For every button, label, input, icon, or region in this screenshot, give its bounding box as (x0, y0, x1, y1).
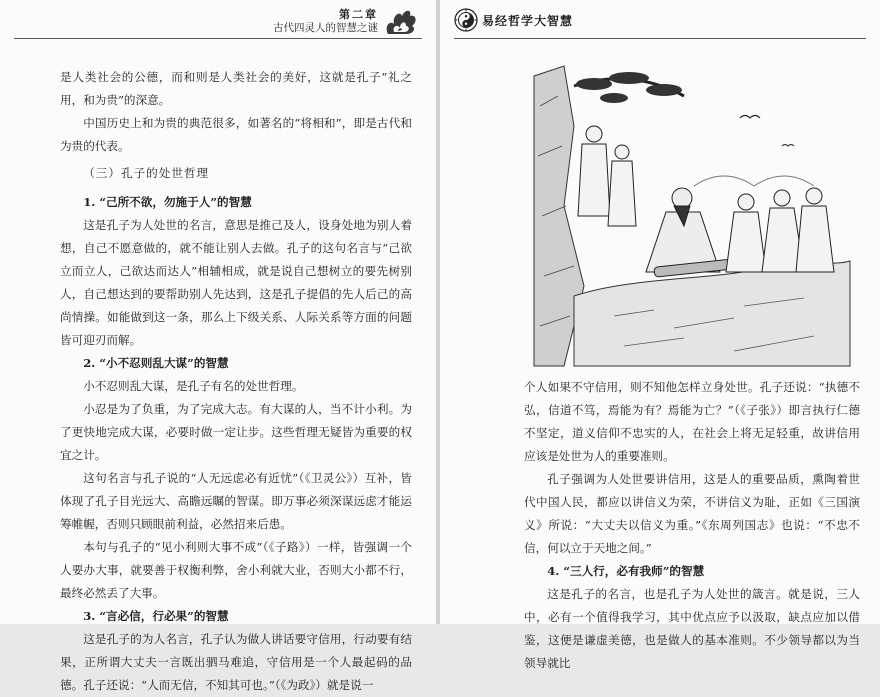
right-page (440, 0, 880, 670)
paragraph: 小忍是为了负重，为了完成大志。有大谋的人，当不计小利。为了更快地完成大谋，必要时做一定让步。这些哲理无疑皆为重要的权宜之计。 (60, 402, 412, 462)
chapter-label: 第二章 (339, 8, 378, 21)
confucius-zither-illustration (534, 66, 850, 366)
paragraph: 这是孔子的为人名言，孔子认为做人讲话要守信用，行动要有结果，正所谓大丈夫一言既出驷马难追，守信用是一个人最起码的品德。孔子还说：“人而无信，不知其可也。”（《为政》）就是说一 (60, 632, 412, 692)
paragraph: 这句名言与孔子说的“人无远虑必有近忧”（《卫灵公》）互补，皆体现了孔子目光远大、高瞻远瞩的智谋。即万事必须深谋远虑才能运筹帷幄，否则只顾眼前利益，必然招来后患。 (60, 471, 412, 531)
subsection-heading: 4. “三人行，必有我师”的智慧 (547, 564, 705, 578)
left-page (0, 0, 436, 692)
flame-ornament-icon (380, 6, 420, 36)
paragraph: 个人如果不守信用，则不知他怎样立身处世。孔子还说：“执德不弘，信道不笃，焉能为有？焉能为亡？”（《子张》）即言执行仁德不坚定，道义信仰不忠实的人，在社会上将无足轻重，故讲信用应该是处世为人的重要准则。 (524, 380, 860, 463)
chapter-subtitle: 古代四灵人的智慧之谜 (273, 22, 378, 34)
paragraph: 中国历史上和为贵的典范很多，如著名的“将相和”，即是古代和为贵的代表。 (60, 116, 412, 153)
left-page-body (60, 66, 412, 697)
paragraph: 是人类社会的公德，而和则是人类社会的美好，这就是孔子“礼之用，和为贵”的深意。 (60, 70, 412, 107)
subsection-heading: 1. “己所不欲，勿施于人”的智慧 (83, 195, 252, 209)
paragraph: 这是孔子的名言，也是孔子为人处世的箴言。就是说，三人中，必有一个值得我学习，其中优点应予以汲取，缺点应加以借鉴，这便是谦虚美德，也是做人的基本准则。不少领导都以为当领导就比 (524, 587, 860, 670)
paragraph: 这是孔子为人处世的名言，意思是推己及人，设身处地为别人着想，自己不愿意做的，就不能让别人去做。孔子的这句名言与“己欲立而立人，己欲达而达人”相辅相成，就是说自己想树立的要先树别人，自己想达到的要帮助别人先达到，这是孔子提倡的先人后己的高尚情操。如能做到这一条，那么上下级关系、人际关系等方面的问题皆可迎刃而解。 (60, 218, 412, 347)
header-rule (454, 38, 866, 39)
paragraph: 小不忍则乱大谋，是孔子有名的处世哲理。 (83, 379, 304, 393)
paragraph: 本句与孔子的“见小利则大事不成”（《子路》）一样，皆强调一个人要办大事，就要善于权衡利弊，舍小利就大业，否则大小都不行，最终必然丢了大事。 (60, 540, 412, 600)
left-page-header (232, 6, 422, 36)
header-rule (14, 38, 422, 39)
paragraph: 孔子强调为人处世要讲信用，这是人的重要品质，熏陶着世代中国人民，都应以讲信义为荣，不讲信义为耻，正如《三国演义》所说：“大丈夫以信义为重。”《东周列国志》也说：“不忠不信，何以立于天地之间。” (524, 472, 860, 555)
section-heading: （三）孔子的处世哲理 (83, 166, 210, 180)
taiji-logo-icon (454, 8, 478, 32)
book-title: 易经哲学大智慧 (482, 14, 574, 28)
subsection-heading: 3. “言必信，行必果”的智慧 (83, 609, 229, 623)
right-page-body (524, 376, 860, 675)
subsection-heading: 2. “小不忍则乱大谋”的智慧 (83, 356, 229, 370)
